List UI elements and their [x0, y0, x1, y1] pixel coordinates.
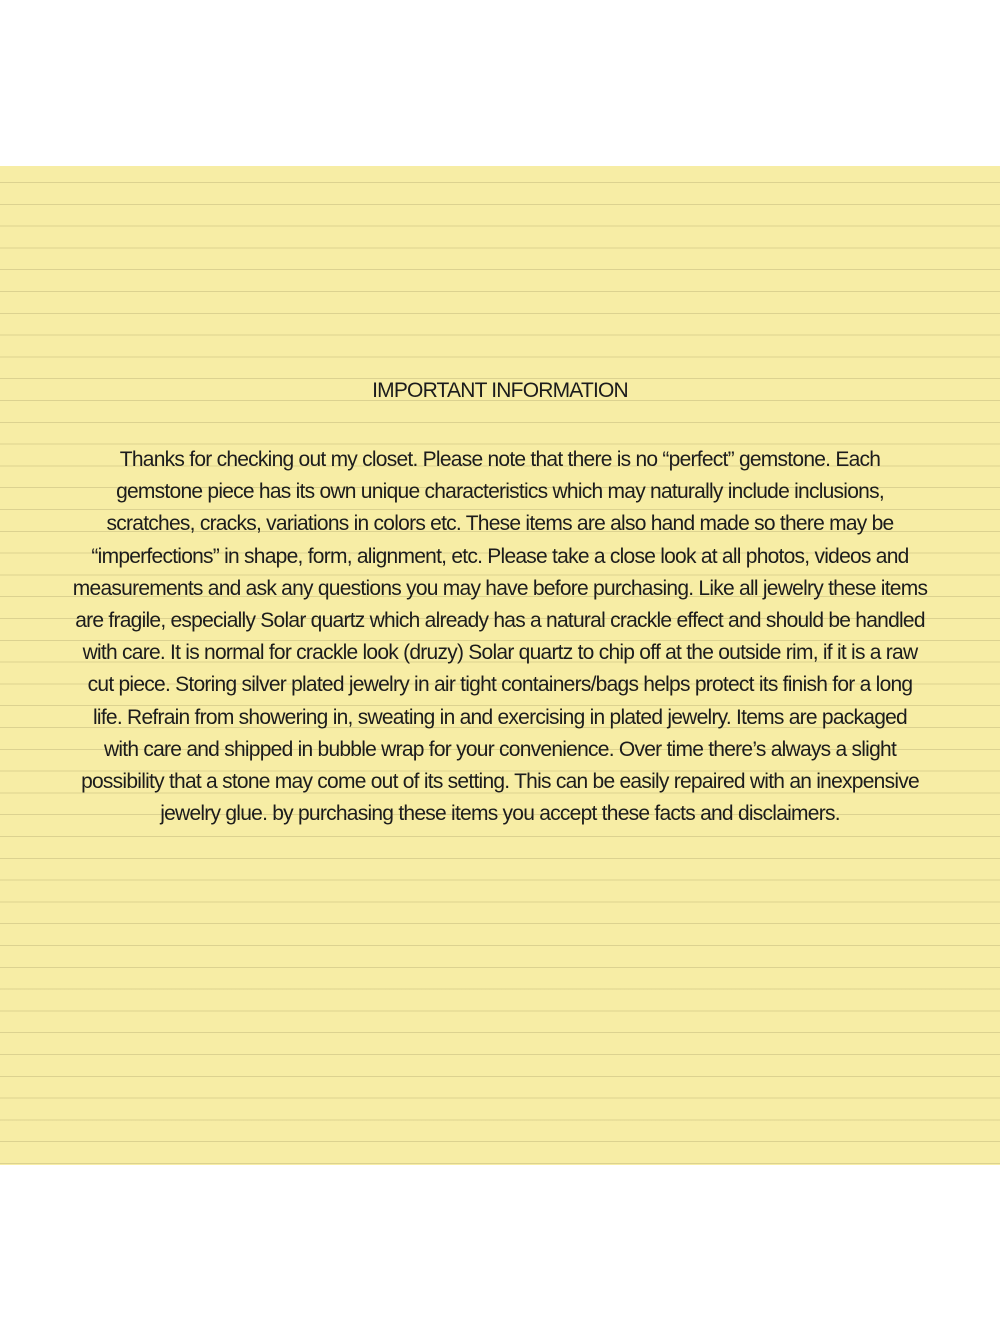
notice-line: life. Refrain from showering in, sweating in and exercising in plated jewelry. Items are packaged — [93, 705, 907, 729]
notice-line: measurements and ask any questions you may have before purchasing. Like all jewelry these items — [72, 576, 928, 600]
notice-line: “imperfections” in shape, form, alignment, etc. Please take a close look at all photos, videos and — [91, 544, 909, 568]
notice-line: Thanks for checking out my closet. Please note that there is no “perfect” gemstone. Each — [119, 448, 881, 471]
notice-line: gemstone piece has its own unique characteristics which may naturally include inclusions, — [116, 480, 884, 504]
notice-line: cut piece. Storing silver plated jewelry in air tight containers/bags helps protect its finish for a long — [87, 673, 913, 697]
notice-line: with care. It is normal for crackle look (druzy) Solar quartz to chip off at the outside rim, if it is a raw — [82, 641, 918, 665]
lined-note-paper — [0, 166, 1000, 1165]
notice-line: scratches, cracks, variations in colors etc. These items are also hand made so there may be — [106, 512, 894, 536]
notice-line: possibility that a stone may come out of its setting. This can be easily repaired with an inexpensive — [81, 769, 919, 793]
notice-line: jewelry glue. by purchasing these items you accept these facts and disclaimers. — [160, 802, 840, 826]
notice-body — [0, 444, 1000, 830]
notice-line: are fragile, especially Solar quartz which already has a natural crackle effect and should be handled — [75, 608, 925, 632]
notice-line: with care and shipped in bubble wrap for your convenience. Over time there’s always a slight — [103, 737, 897, 761]
notice-heading: IMPORTANT INFORMATION — [372, 379, 628, 402]
